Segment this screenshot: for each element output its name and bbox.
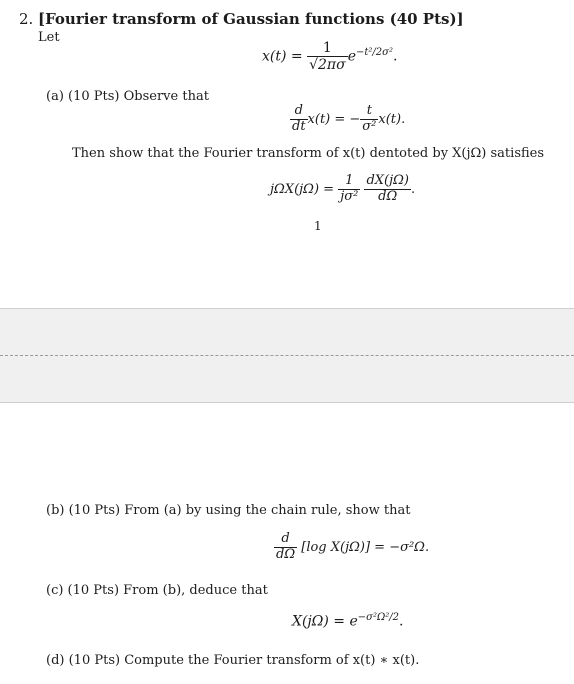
part-a-text: Then show that the Fourier transform of x(t) dentoted by X(jΩ) satisfies bbox=[72, 146, 545, 161]
eq1-lhs: x(t) = bbox=[262, 48, 303, 65]
eqa2-den1: jσ² bbox=[340, 188, 359, 204]
eq1-den: √2πσ bbox=[309, 57, 346, 74]
eqa2-frac1 bbox=[338, 174, 360, 205]
eqc-lhs: X(jΩ) = e bbox=[292, 613, 358, 630]
equation-derivative bbox=[290, 104, 405, 135]
eqa2-end: . bbox=[410, 181, 416, 197]
eqa-end: x(t). bbox=[378, 111, 406, 127]
page-top-edge bbox=[0, 402, 574, 403]
eqa2-den2: dΩ bbox=[378, 188, 398, 204]
problem-title: [Fourier transform of Gaussian functions (40 Pts)] bbox=[38, 10, 464, 28]
eqb-body: [log X(jΩ)] = −σ²Ω. bbox=[301, 539, 430, 555]
eq1-fraction bbox=[307, 40, 348, 73]
equation-result bbox=[292, 612, 403, 630]
part-b-label: (b) (10 Pts) From (a) by using the chain rule, show that bbox=[46, 503, 411, 518]
eqa2-lhs: jΩX(jΩ) = bbox=[270, 181, 335, 197]
eqa-d-den: dt bbox=[292, 118, 306, 134]
eq1-num: 1 bbox=[307, 40, 348, 57]
eqa-t-den: σ² bbox=[362, 118, 377, 134]
equation-fourier bbox=[270, 174, 415, 205]
eq1-exp-base: e bbox=[347, 48, 356, 65]
eqa-t-frac bbox=[360, 104, 378, 135]
part-d-label: (d) (10 Pts) Compute the Fourier transform of x(t) ∗ x(t). bbox=[46, 653, 420, 668]
eqb-d-frac bbox=[274, 532, 297, 563]
eqc-end: . bbox=[399, 613, 404, 630]
equation-gaussian bbox=[262, 40, 397, 73]
eq1-exponent: −t²/2σ² bbox=[355, 46, 393, 58]
eqa2-frac2 bbox=[364, 174, 411, 205]
eqa-mid: x(t) = − bbox=[307, 111, 361, 127]
eq1-end: . bbox=[392, 48, 398, 65]
eqc-exponent: −σ²Ω²/2 bbox=[357, 612, 400, 623]
equation-log bbox=[274, 532, 429, 563]
eqb-d-num: d bbox=[274, 532, 297, 548]
page-number: 1 bbox=[314, 219, 322, 233]
part-a-label: (a) (10 Pts) Observe that bbox=[46, 89, 209, 104]
page-break-divider bbox=[0, 355, 574, 356]
let-text: Let bbox=[38, 30, 60, 45]
eqb-d-den: dΩ bbox=[276, 546, 296, 562]
eqa2-num2: dX(jΩ) bbox=[366, 173, 409, 188]
eqa-t-num: t bbox=[360, 104, 378, 120]
eqa-d-frac bbox=[290, 104, 308, 135]
eqa-d-num: d bbox=[290, 104, 308, 120]
problem-number: 2. bbox=[19, 10, 34, 28]
eqa2-num1: 1 bbox=[338, 174, 360, 190]
part-c-label: (c) (10 Pts) From (b), deduce that bbox=[46, 583, 268, 598]
